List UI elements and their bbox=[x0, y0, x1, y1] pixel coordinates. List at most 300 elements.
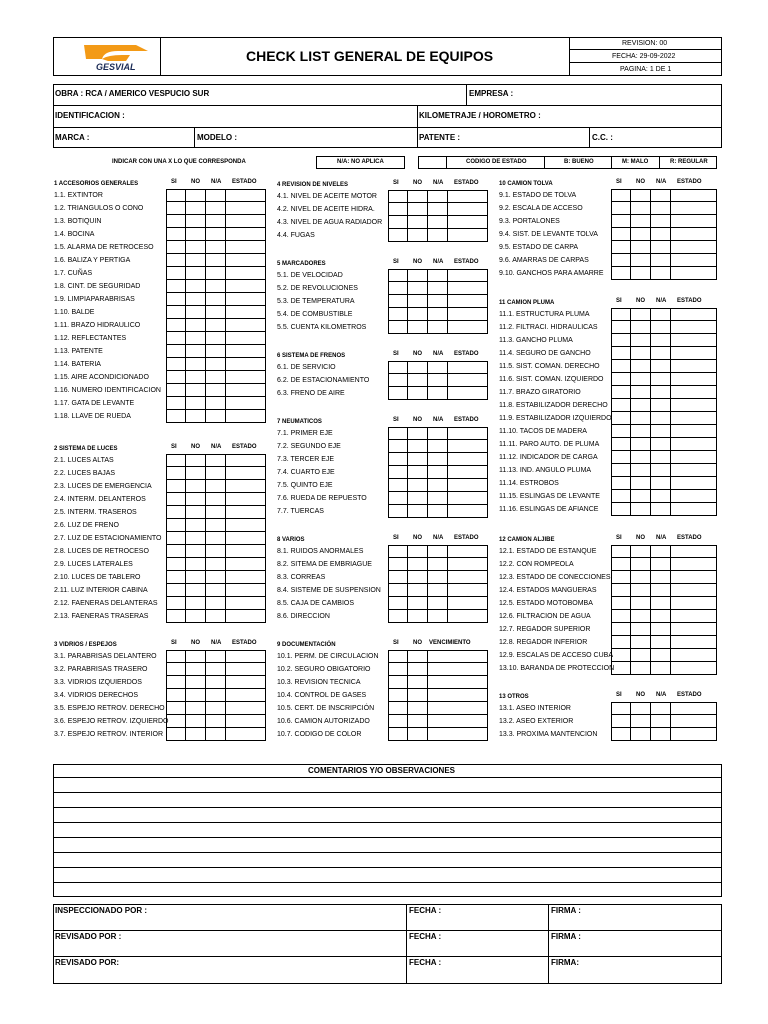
estado-cell[interactable] bbox=[448, 558, 488, 571]
si-cell[interactable] bbox=[388, 702, 408, 715]
no-cell[interactable] bbox=[631, 464, 651, 477]
no-cell[interactable] bbox=[186, 345, 206, 358]
estado-cell[interactable] bbox=[671, 347, 717, 360]
no-cell[interactable] bbox=[631, 215, 651, 228]
si-cell[interactable] bbox=[166, 397, 186, 410]
no-cell[interactable] bbox=[408, 610, 428, 623]
comment-line[interactable] bbox=[53, 777, 722, 778]
si-cell[interactable] bbox=[388, 374, 408, 387]
na-cell[interactable] bbox=[206, 610, 226, 623]
no-cell[interactable] bbox=[631, 584, 651, 597]
sig-firma-2[interactable]: FIRMA : bbox=[551, 932, 581, 941]
estado-cell[interactable] bbox=[448, 571, 488, 584]
si-cell[interactable] bbox=[388, 545, 408, 558]
na-cell[interactable] bbox=[651, 202, 671, 215]
na-cell[interactable] bbox=[206, 676, 226, 689]
si-cell[interactable] bbox=[166, 454, 186, 467]
no-cell[interactable] bbox=[186, 728, 206, 741]
na-cell[interactable] bbox=[651, 571, 671, 584]
si-cell[interactable] bbox=[166, 610, 186, 623]
na-cell[interactable] bbox=[651, 584, 671, 597]
si-cell[interactable] bbox=[611, 254, 631, 267]
no-cell[interactable] bbox=[408, 650, 428, 663]
si-cell[interactable] bbox=[611, 373, 631, 386]
si-cell[interactable] bbox=[166, 241, 186, 254]
si-cell[interactable] bbox=[166, 584, 186, 597]
na-cell[interactable] bbox=[206, 689, 226, 702]
si-cell[interactable] bbox=[388, 466, 408, 479]
no-cell[interactable] bbox=[631, 715, 651, 728]
na-cell[interactable] bbox=[206, 371, 226, 384]
na-cell[interactable] bbox=[206, 650, 226, 663]
estado-cell[interactable] bbox=[226, 519, 266, 532]
na-cell[interactable] bbox=[651, 254, 671, 267]
estado-cell[interactable] bbox=[448, 269, 488, 282]
no-cell[interactable] bbox=[408, 558, 428, 571]
si-cell[interactable] bbox=[388, 308, 408, 321]
no-cell[interactable] bbox=[408, 295, 428, 308]
estado-cell[interactable] bbox=[448, 492, 488, 505]
comment-line[interactable] bbox=[53, 822, 722, 823]
no-cell[interactable] bbox=[408, 269, 428, 282]
no-cell[interactable] bbox=[631, 636, 651, 649]
vencimiento-cell[interactable] bbox=[428, 676, 488, 689]
estado-cell[interactable] bbox=[226, 384, 266, 397]
na-cell[interactable] bbox=[428, 558, 448, 571]
na-cell[interactable] bbox=[206, 332, 226, 345]
na-cell[interactable] bbox=[428, 427, 448, 440]
estado-cell[interactable] bbox=[448, 216, 488, 229]
na-cell[interactable] bbox=[428, 492, 448, 505]
estado-cell[interactable] bbox=[226, 480, 266, 493]
si-cell[interactable] bbox=[388, 361, 408, 374]
estado-cell[interactable] bbox=[671, 438, 717, 451]
no-cell[interactable] bbox=[408, 361, 428, 374]
estado-cell[interactable] bbox=[448, 597, 488, 610]
estado-cell[interactable] bbox=[671, 702, 717, 715]
si-cell[interactable] bbox=[166, 358, 186, 371]
na-cell[interactable] bbox=[428, 505, 448, 518]
na-cell[interactable] bbox=[206, 293, 226, 306]
si-cell[interactable] bbox=[388, 427, 408, 440]
estado-cell[interactable] bbox=[226, 202, 266, 215]
no-cell[interactable] bbox=[631, 477, 651, 490]
si-cell[interactable] bbox=[388, 269, 408, 282]
no-cell[interactable] bbox=[186, 384, 206, 397]
na-cell[interactable] bbox=[206, 319, 226, 332]
na-cell[interactable] bbox=[428, 190, 448, 203]
cc-field[interactable]: C.C. : bbox=[592, 133, 613, 142]
no-cell[interactable] bbox=[631, 202, 651, 215]
si-cell[interactable] bbox=[166, 689, 186, 702]
estado-cell[interactable] bbox=[226, 650, 266, 663]
si-cell[interactable] bbox=[166, 493, 186, 506]
estado-cell[interactable] bbox=[226, 371, 266, 384]
no-cell[interactable] bbox=[186, 610, 206, 623]
si-cell[interactable] bbox=[611, 649, 631, 662]
na-cell[interactable] bbox=[651, 477, 671, 490]
no-cell[interactable] bbox=[186, 280, 206, 293]
na-cell[interactable] bbox=[428, 361, 448, 374]
si-cell[interactable] bbox=[166, 663, 186, 676]
si-cell[interactable] bbox=[611, 610, 631, 623]
na-cell[interactable] bbox=[206, 254, 226, 267]
na-cell[interactable] bbox=[428, 479, 448, 492]
si-cell[interactable] bbox=[611, 308, 631, 321]
si-cell[interactable] bbox=[611, 715, 631, 728]
patente-field[interactable]: PATENTE : bbox=[419, 133, 461, 142]
no-cell[interactable] bbox=[631, 399, 651, 412]
na-cell[interactable] bbox=[428, 440, 448, 453]
estado-cell[interactable] bbox=[226, 584, 266, 597]
si-cell[interactable] bbox=[611, 623, 631, 636]
estado-cell[interactable] bbox=[226, 267, 266, 280]
na-cell[interactable] bbox=[651, 438, 671, 451]
no-cell[interactable] bbox=[631, 347, 651, 360]
si-cell[interactable] bbox=[166, 280, 186, 293]
na-cell[interactable] bbox=[651, 545, 671, 558]
no-cell[interactable] bbox=[408, 505, 428, 518]
no-cell[interactable] bbox=[408, 427, 428, 440]
estado-cell[interactable] bbox=[226, 493, 266, 506]
na-cell[interactable] bbox=[651, 649, 671, 662]
estado-cell[interactable] bbox=[226, 506, 266, 519]
sig-revisado-label-2[interactable]: REVISADO POR: bbox=[55, 958, 120, 967]
si-cell[interactable] bbox=[611, 267, 631, 280]
si-cell[interactable] bbox=[611, 597, 631, 610]
na-cell[interactable] bbox=[206, 558, 226, 571]
no-cell[interactable] bbox=[631, 241, 651, 254]
estado-cell[interactable] bbox=[671, 464, 717, 477]
estado-cell[interactable] bbox=[448, 584, 488, 597]
no-cell[interactable] bbox=[631, 490, 651, 503]
si-cell[interactable] bbox=[166, 410, 186, 423]
na-cell[interactable] bbox=[651, 215, 671, 228]
no-cell[interactable] bbox=[408, 689, 428, 702]
si-cell[interactable] bbox=[388, 728, 408, 741]
estado-cell[interactable] bbox=[226, 532, 266, 545]
estado-cell[interactable] bbox=[671, 399, 717, 412]
si-cell[interactable] bbox=[166, 506, 186, 519]
estado-cell[interactable] bbox=[671, 584, 717, 597]
no-cell[interactable] bbox=[186, 480, 206, 493]
estado-cell[interactable] bbox=[671, 490, 717, 503]
no-cell[interactable] bbox=[186, 519, 206, 532]
si-cell[interactable] bbox=[166, 228, 186, 241]
no-cell[interactable] bbox=[408, 715, 428, 728]
si-cell[interactable] bbox=[166, 702, 186, 715]
estado-cell[interactable] bbox=[671, 386, 717, 399]
no-cell[interactable] bbox=[186, 689, 206, 702]
no-cell[interactable] bbox=[186, 410, 206, 423]
no-cell[interactable] bbox=[408, 387, 428, 400]
sig-inspeccionado-label[interactable]: INSPECCIONADO POR : bbox=[55, 906, 148, 915]
no-cell[interactable] bbox=[186, 597, 206, 610]
si-cell[interactable] bbox=[611, 490, 631, 503]
na-cell[interactable] bbox=[206, 397, 226, 410]
no-cell[interactable] bbox=[186, 454, 206, 467]
sig-firma-1[interactable]: FIRMA : bbox=[551, 906, 581, 915]
na-cell[interactable] bbox=[206, 728, 226, 741]
si-cell[interactable] bbox=[611, 347, 631, 360]
na-cell[interactable] bbox=[206, 215, 226, 228]
no-cell[interactable] bbox=[631, 412, 651, 425]
no-cell[interactable] bbox=[631, 662, 651, 675]
si-cell[interactable] bbox=[166, 676, 186, 689]
na-cell[interactable] bbox=[651, 610, 671, 623]
vencimiento-cell[interactable] bbox=[428, 702, 488, 715]
estado-cell[interactable] bbox=[448, 321, 488, 334]
estado-cell[interactable] bbox=[671, 373, 717, 386]
no-cell[interactable] bbox=[408, 229, 428, 242]
si-cell[interactable] bbox=[166, 202, 186, 215]
na-cell[interactable] bbox=[651, 308, 671, 321]
no-cell[interactable] bbox=[408, 190, 428, 203]
estado-cell[interactable] bbox=[671, 715, 717, 728]
estado-cell[interactable] bbox=[448, 282, 488, 295]
estado-cell[interactable] bbox=[671, 254, 717, 267]
estado-cell[interactable] bbox=[448, 190, 488, 203]
estado-cell[interactable] bbox=[448, 361, 488, 374]
na-cell[interactable] bbox=[651, 597, 671, 610]
estado-cell[interactable] bbox=[448, 203, 488, 216]
na-cell[interactable] bbox=[428, 387, 448, 400]
estado-cell[interactable] bbox=[448, 295, 488, 308]
na-cell[interactable] bbox=[428, 308, 448, 321]
si-cell[interactable] bbox=[388, 610, 408, 623]
na-cell[interactable] bbox=[428, 610, 448, 623]
no-cell[interactable] bbox=[186, 532, 206, 545]
si-cell[interactable] bbox=[166, 519, 186, 532]
si-cell[interactable] bbox=[388, 571, 408, 584]
estado-cell[interactable] bbox=[671, 545, 717, 558]
estado-cell[interactable] bbox=[226, 189, 266, 202]
no-cell[interactable] bbox=[186, 189, 206, 202]
si-cell[interactable] bbox=[611, 321, 631, 334]
si-cell[interactable] bbox=[166, 319, 186, 332]
si-cell[interactable] bbox=[611, 438, 631, 451]
si-cell[interactable] bbox=[611, 662, 631, 675]
no-cell[interactable] bbox=[631, 558, 651, 571]
estado-cell[interactable] bbox=[448, 479, 488, 492]
comment-line[interactable] bbox=[53, 792, 722, 793]
comment-line[interactable] bbox=[53, 837, 722, 838]
no-cell[interactable] bbox=[631, 308, 651, 321]
comment-line[interactable] bbox=[53, 882, 722, 883]
na-cell[interactable] bbox=[206, 663, 226, 676]
na-cell[interactable] bbox=[651, 715, 671, 728]
obra-field[interactable]: OBRA : RCA / AMERICO VESPUCIO SUR bbox=[55, 89, 210, 98]
no-cell[interactable] bbox=[186, 358, 206, 371]
estado-cell[interactable] bbox=[226, 689, 266, 702]
estado-cell[interactable] bbox=[226, 702, 266, 715]
estado-cell[interactable] bbox=[671, 649, 717, 662]
vencimiento-cell[interactable] bbox=[428, 650, 488, 663]
estado-cell[interactable] bbox=[671, 412, 717, 425]
si-cell[interactable] bbox=[166, 571, 186, 584]
si-cell[interactable] bbox=[166, 254, 186, 267]
si-cell[interactable] bbox=[611, 503, 631, 516]
no-cell[interactable] bbox=[186, 267, 206, 280]
estado-cell[interactable] bbox=[226, 715, 266, 728]
vencimiento-cell[interactable] bbox=[428, 728, 488, 741]
no-cell[interactable] bbox=[186, 702, 206, 715]
na-cell[interactable] bbox=[428, 282, 448, 295]
estado-cell[interactable] bbox=[226, 397, 266, 410]
si-cell[interactable] bbox=[388, 216, 408, 229]
na-cell[interactable] bbox=[428, 269, 448, 282]
na-cell[interactable] bbox=[651, 490, 671, 503]
na-cell[interactable] bbox=[206, 506, 226, 519]
na-cell[interactable] bbox=[206, 584, 226, 597]
no-cell[interactable] bbox=[186, 663, 206, 676]
sig-firma-3[interactable]: FIRMA: bbox=[551, 958, 579, 967]
estado-cell[interactable] bbox=[671, 321, 717, 334]
si-cell[interactable] bbox=[166, 189, 186, 202]
na-cell[interactable] bbox=[651, 386, 671, 399]
no-cell[interactable] bbox=[631, 728, 651, 741]
na-cell[interactable] bbox=[651, 464, 671, 477]
si-cell[interactable] bbox=[388, 584, 408, 597]
na-cell[interactable] bbox=[651, 373, 671, 386]
si-cell[interactable] bbox=[166, 728, 186, 741]
na-cell[interactable] bbox=[428, 545, 448, 558]
estado-cell[interactable] bbox=[671, 636, 717, 649]
na-cell[interactable] bbox=[206, 306, 226, 319]
estado-cell[interactable] bbox=[671, 503, 717, 516]
na-cell[interactable] bbox=[651, 189, 671, 202]
no-cell[interactable] bbox=[631, 373, 651, 386]
modelo-field[interactable]: MODELO : bbox=[197, 133, 237, 142]
no-cell[interactable] bbox=[186, 215, 206, 228]
si-cell[interactable] bbox=[388, 295, 408, 308]
comment-line[interactable] bbox=[53, 852, 722, 853]
si-cell[interactable] bbox=[388, 663, 408, 676]
no-cell[interactable] bbox=[408, 374, 428, 387]
si-cell[interactable] bbox=[166, 306, 186, 319]
no-cell[interactable] bbox=[408, 584, 428, 597]
no-cell[interactable] bbox=[631, 623, 651, 636]
estado-cell[interactable] bbox=[448, 440, 488, 453]
estado-cell[interactable] bbox=[671, 189, 717, 202]
na-cell[interactable] bbox=[206, 189, 226, 202]
estado-cell[interactable] bbox=[226, 410, 266, 423]
na-cell[interactable] bbox=[428, 216, 448, 229]
estado-cell[interactable] bbox=[671, 215, 717, 228]
si-cell[interactable] bbox=[611, 425, 631, 438]
no-cell[interactable] bbox=[186, 202, 206, 215]
na-cell[interactable] bbox=[206, 358, 226, 371]
estado-cell[interactable] bbox=[226, 306, 266, 319]
no-cell[interactable] bbox=[631, 360, 651, 373]
si-cell[interactable] bbox=[611, 451, 631, 464]
no-cell[interactable] bbox=[186, 293, 206, 306]
na-cell[interactable] bbox=[206, 241, 226, 254]
si-cell[interactable] bbox=[166, 715, 186, 728]
si-cell[interactable] bbox=[388, 597, 408, 610]
no-cell[interactable] bbox=[186, 715, 206, 728]
na-cell[interactable] bbox=[651, 399, 671, 412]
no-cell[interactable] bbox=[408, 453, 428, 466]
sig-fecha-2[interactable]: FECHA : bbox=[409, 932, 442, 941]
si-cell[interactable] bbox=[388, 689, 408, 702]
estado-cell[interactable] bbox=[226, 319, 266, 332]
no-cell[interactable] bbox=[631, 438, 651, 451]
estado-cell[interactable] bbox=[671, 228, 717, 241]
si-cell[interactable] bbox=[166, 371, 186, 384]
na-cell[interactable] bbox=[651, 503, 671, 516]
marca-field[interactable]: MARCA : bbox=[55, 133, 90, 142]
na-cell[interactable] bbox=[651, 662, 671, 675]
si-cell[interactable] bbox=[388, 229, 408, 242]
no-cell[interactable] bbox=[631, 228, 651, 241]
estado-cell[interactable] bbox=[226, 663, 266, 676]
no-cell[interactable] bbox=[631, 189, 651, 202]
si-cell[interactable] bbox=[166, 345, 186, 358]
si-cell[interactable] bbox=[166, 267, 186, 280]
na-cell[interactable] bbox=[651, 558, 671, 571]
no-cell[interactable] bbox=[408, 571, 428, 584]
na-cell[interactable] bbox=[428, 466, 448, 479]
no-cell[interactable] bbox=[186, 558, 206, 571]
si-cell[interactable] bbox=[611, 728, 631, 741]
estado-cell[interactable] bbox=[226, 558, 266, 571]
na-cell[interactable] bbox=[428, 571, 448, 584]
na-cell[interactable] bbox=[206, 384, 226, 397]
estado-cell[interactable] bbox=[226, 358, 266, 371]
no-cell[interactable] bbox=[186, 228, 206, 241]
no-cell[interactable] bbox=[631, 321, 651, 334]
no-cell[interactable] bbox=[631, 571, 651, 584]
si-cell[interactable] bbox=[388, 492, 408, 505]
no-cell[interactable] bbox=[186, 332, 206, 345]
na-cell[interactable] bbox=[428, 229, 448, 242]
na-cell[interactable] bbox=[206, 571, 226, 584]
si-cell[interactable] bbox=[166, 545, 186, 558]
si-cell[interactable] bbox=[388, 321, 408, 334]
si-cell[interactable] bbox=[611, 202, 631, 215]
si-cell[interactable] bbox=[166, 532, 186, 545]
no-cell[interactable] bbox=[631, 649, 651, 662]
no-cell[interactable] bbox=[186, 650, 206, 663]
na-cell[interactable] bbox=[651, 425, 671, 438]
estado-cell[interactable] bbox=[226, 728, 266, 741]
no-cell[interactable] bbox=[186, 371, 206, 384]
no-cell[interactable] bbox=[408, 479, 428, 492]
si-cell[interactable] bbox=[388, 505, 408, 518]
estado-cell[interactable] bbox=[226, 676, 266, 689]
si-cell[interactable] bbox=[166, 332, 186, 345]
no-cell[interactable] bbox=[186, 254, 206, 267]
na-cell[interactable] bbox=[206, 467, 226, 480]
estado-cell[interactable] bbox=[671, 308, 717, 321]
na-cell[interactable] bbox=[651, 451, 671, 464]
na-cell[interactable] bbox=[428, 374, 448, 387]
na-cell[interactable] bbox=[651, 267, 671, 280]
no-cell[interactable] bbox=[408, 216, 428, 229]
si-cell[interactable] bbox=[611, 545, 631, 558]
na-cell[interactable] bbox=[206, 410, 226, 423]
estado-cell[interactable] bbox=[226, 571, 266, 584]
estado-cell[interactable] bbox=[448, 427, 488, 440]
na-cell[interactable] bbox=[206, 267, 226, 280]
no-cell[interactable] bbox=[631, 334, 651, 347]
sig-revisado-label-1[interactable]: REVISADO POR : bbox=[55, 932, 122, 941]
no-cell[interactable] bbox=[408, 308, 428, 321]
estado-cell[interactable] bbox=[671, 360, 717, 373]
no-cell[interactable] bbox=[631, 503, 651, 516]
na-cell[interactable] bbox=[206, 715, 226, 728]
